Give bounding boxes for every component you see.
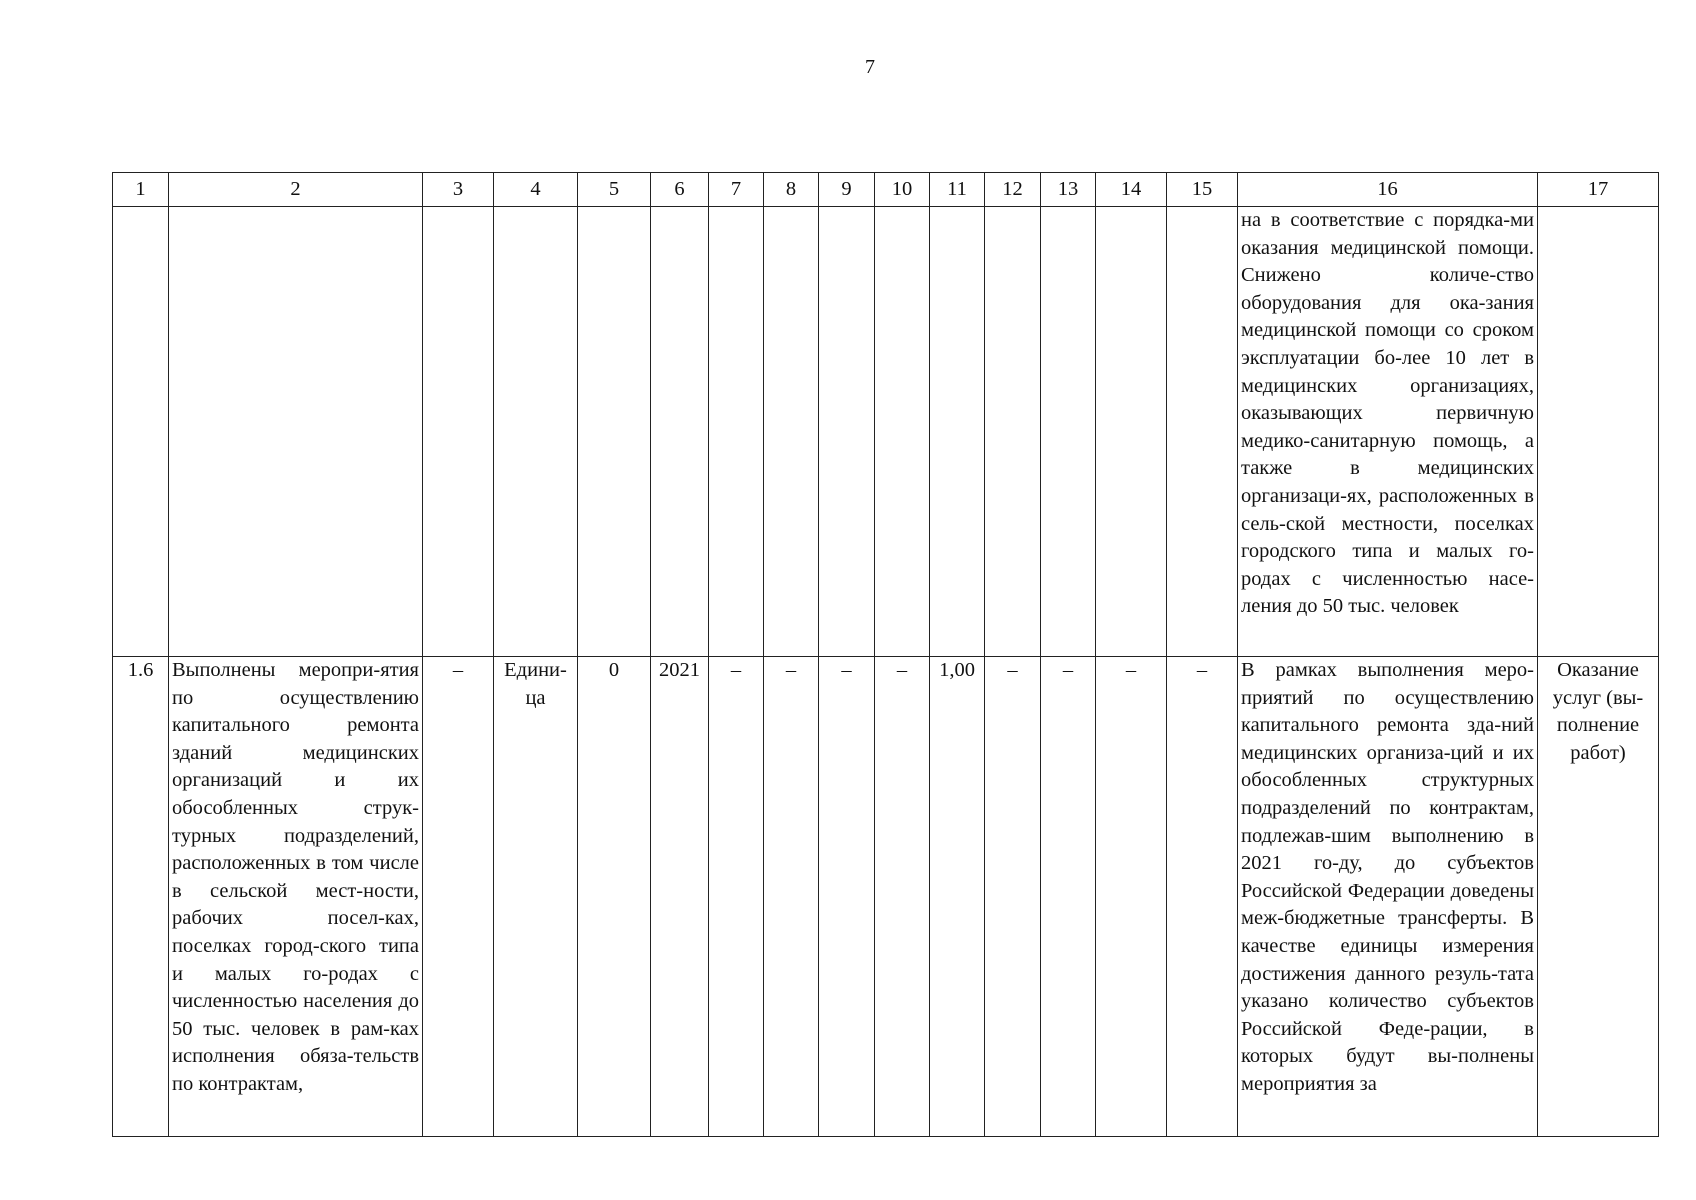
cell-empty <box>930 207 985 657</box>
header-col-2: 2 <box>169 173 423 207</box>
cell-col-11: 1,00 <box>930 657 985 1137</box>
cell-empty <box>494 207 578 657</box>
cell-empty <box>1538 207 1659 657</box>
cell-empty <box>1041 207 1096 657</box>
header-col-1: 1 <box>113 173 169 207</box>
header-col-13: 13 <box>1041 173 1096 207</box>
cell-empty <box>169 207 423 657</box>
header-col-7: 7 <box>709 173 764 207</box>
cell-col-12: – <box>985 657 1041 1137</box>
cell-empty <box>113 207 169 657</box>
report-table <box>112 172 1659 1137</box>
cell-empty <box>764 207 819 657</box>
cell-col-15: – <box>1167 657 1238 1137</box>
cell-empty <box>709 207 764 657</box>
header-col-16: 16 <box>1238 173 1538 207</box>
header-col-4: 4 <box>494 173 578 207</box>
cell-unit: Едини-ца <box>494 657 578 1137</box>
cell-col-9: – <box>819 657 875 1137</box>
cell-empty <box>819 207 875 657</box>
cell-col-3: – <box>423 657 494 1137</box>
header-col-10: 10 <box>875 173 930 207</box>
header-col-17: 17 <box>1538 173 1659 207</box>
cell-year: 2021 <box>651 657 709 1137</box>
cell-empty <box>423 207 494 657</box>
header-col-6: 6 <box>651 173 709 207</box>
page-number: 7 <box>865 56 875 78</box>
header-col-12: 12 <box>985 173 1041 207</box>
header-col-8: 8 <box>764 173 819 207</box>
table-row-1-6 <box>113 657 1659 1137</box>
header-col-11: 11 <box>930 173 985 207</box>
header-col-9: 9 <box>819 173 875 207</box>
cell-empty <box>651 207 709 657</box>
header-col-15: 15 <box>1167 173 1238 207</box>
header-col-5: 5 <box>578 173 651 207</box>
cell-empty <box>1167 207 1238 657</box>
cell-result-type: Оказание услуг (вы-полнение работ) <box>1538 657 1659 1137</box>
header-row <box>113 173 1659 207</box>
cell-comment-continuation: на в соответствие с порядка-ми оказания медицинской помощи. Снижено количе-ство оборудования для ока-зания медицинской помощи со сроком эксплуатации бо-лее 10 лет в медицинских организациях, оказывающих первичную медико-санитарную помощь, а также в медицинских организаци-ях, расположенных в сель-ской местности, поселках городского типа и малых го-родах с численностью насе-ления до 50 тыс. человек <box>1238 207 1538 657</box>
cell-empty <box>578 207 651 657</box>
cell-col-13: – <box>1041 657 1096 1137</box>
header-col-14: 14 <box>1096 173 1167 207</box>
cell-empty <box>875 207 930 657</box>
cell-result-name: Выполнены меропри-ятия по осуществлению капитального ремонта зданий медицинских организаций и их обособленных струк-турных подразделений, расположенных в том числе в сельской мест-ности, рабочих посел-ках, поселках город-ского типа и малых го-родах с численностью населения до 50 тыс. человек в рам-ках исполнения обяза-тельств по контрактам, <box>169 657 423 1137</box>
header-col-3: 3 <box>423 173 494 207</box>
cell-empty <box>985 207 1041 657</box>
cell-empty <box>1096 207 1167 657</box>
cell-base-value: 0 <box>578 657 651 1137</box>
cell-comment: В рамках выполнения меро-приятий по осуществлению капитального ремонта зда-ний медицинских организа-ций и их обособленных структурных подразделений по контрактам, подлежав-шим выполнению в 2021 го-ду, до субъектов Российской Федерации доведены меж-бюджетные трансферты. В качестве единицы измерения достижения данного резуль-тата указано количество субъектов Российской Феде-рации, в которых будут вы-полнены мероприятия за <box>1238 657 1538 1137</box>
cell-col-7: – <box>709 657 764 1137</box>
cell-col-10: – <box>875 657 930 1137</box>
table-row-continuation <box>113 207 1659 657</box>
cell-col-8: – <box>764 657 819 1137</box>
cell-col-14: – <box>1096 657 1167 1137</box>
cell-row-number: 1.6 <box>113 657 169 1137</box>
